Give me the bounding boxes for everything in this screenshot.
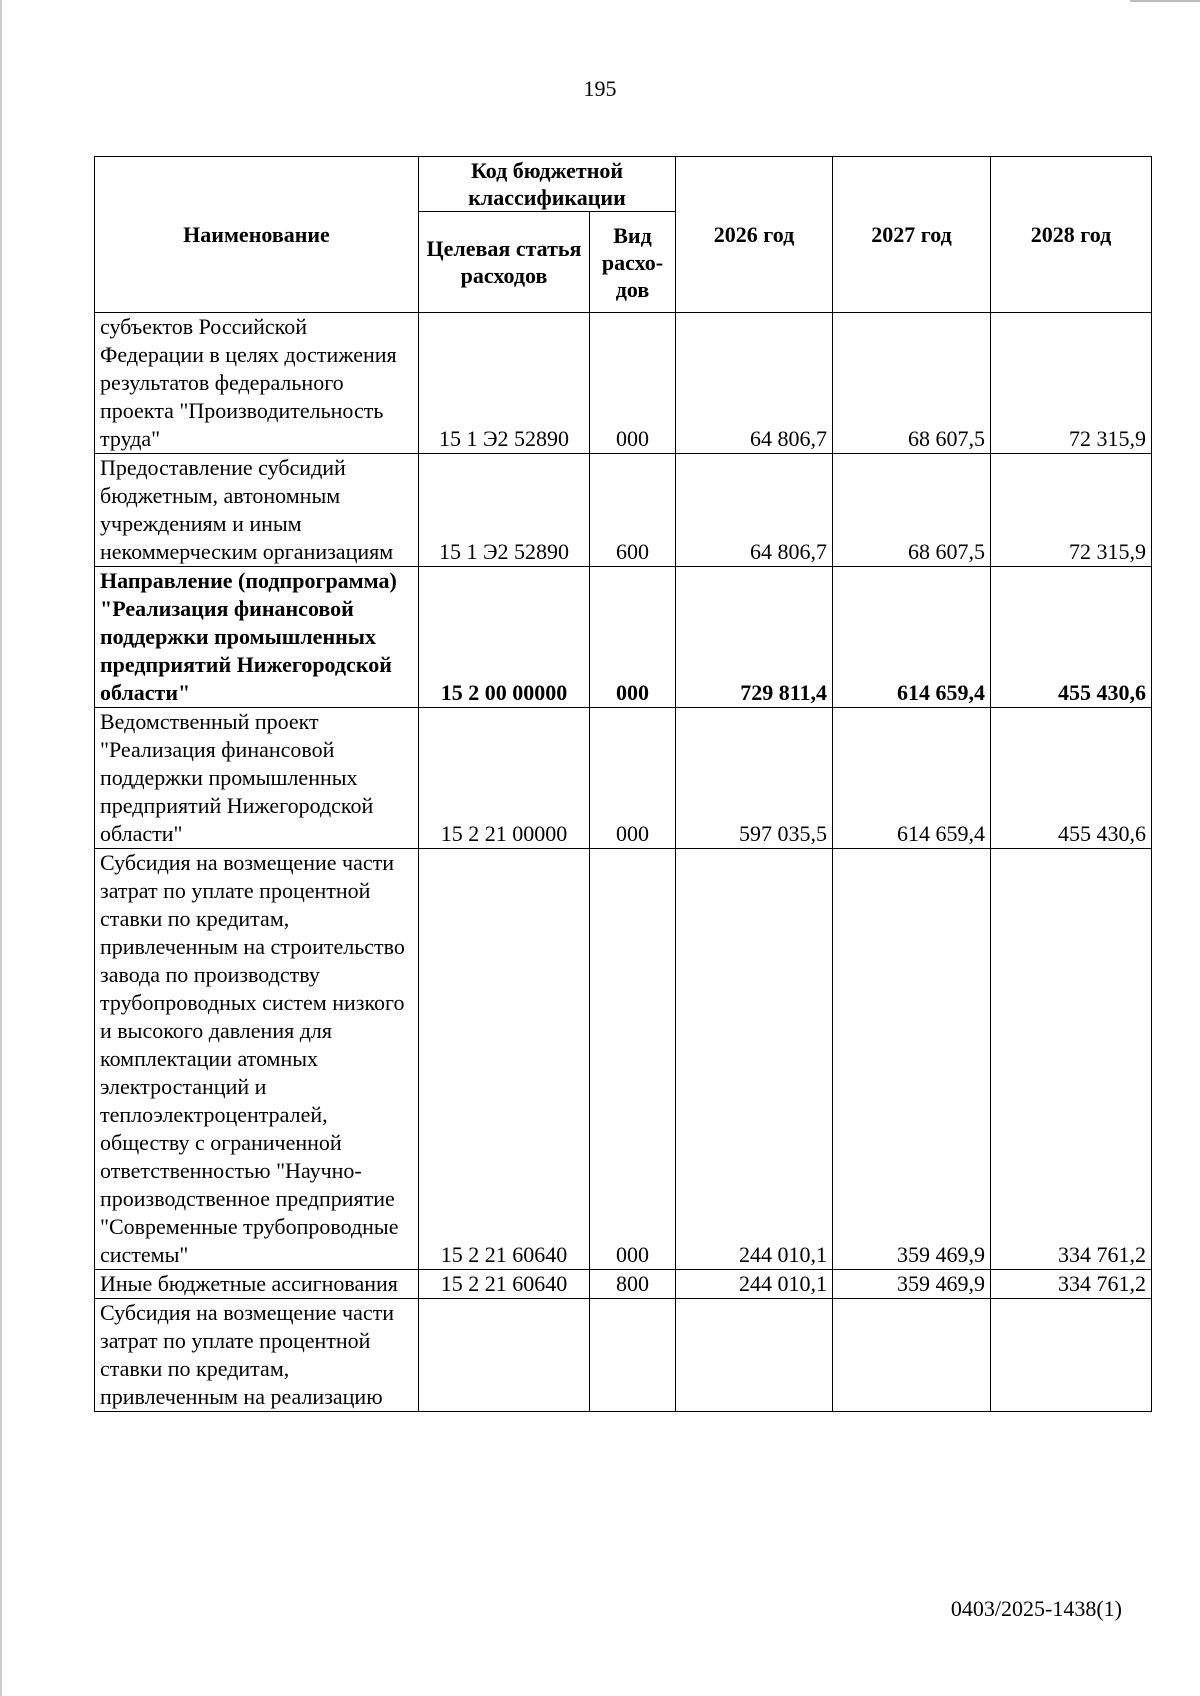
- row-value-2027: 614 659,4: [833, 567, 991, 708]
- row-name: Субсидия на возмещение части затрат по уплате процентной ставки по кредитам, привлеченным на реализацию: [95, 1299, 419, 1412]
- header-year-2028: 2028 год: [991, 157, 1152, 313]
- row-expense-type: 600: [590, 454, 676, 567]
- row-value-2028: 72 315,9: [991, 454, 1152, 567]
- row-value-2026: 597 035,5: [676, 708, 833, 849]
- row-name: Иные бюджетные ассигнования: [95, 1270, 419, 1299]
- row-expense-type: 000: [590, 567, 676, 708]
- row-target-article: [419, 1299, 590, 1412]
- row-value-2026: 64 806,7: [676, 454, 833, 567]
- row-value-2026: 729 811,4: [676, 567, 833, 708]
- row-value-2026: [676, 1299, 833, 1412]
- header-year-2026: 2026 год: [676, 157, 833, 313]
- row-name: Предоставление субсидий бюджетным, автономным учреждениям и иным некоммерческим организациям: [95, 454, 419, 567]
- row-value-2028: 334 761,2: [991, 849, 1152, 1270]
- row-value-2028: 455 430,6: [991, 708, 1152, 849]
- row-expense-type: [590, 1299, 676, 1412]
- row-name: Субсидия на возмещение части затрат по уплате процентной ставки по кредитам, привлеченным на строительство завода по производству трубопроводных систем низкого и высокого давления для комплектации атомных электростанций и теплоэлектроцентралей, обществу с ограниченной ответственностью "Научно-производственное предприятие "Современные трубопроводные системы": [95, 849, 419, 1270]
- table-row: [95, 1270, 1152, 1299]
- table-row: [95, 708, 1152, 849]
- row-value-2026: 64 806,7: [676, 313, 833, 454]
- header-year-2027: 2027 год: [833, 157, 991, 313]
- row-value-2028: 72 315,9: [991, 313, 1152, 454]
- page-number: 195: [583, 76, 617, 101]
- row-value-2028: 334 761,2: [991, 1270, 1152, 1299]
- header-kbk-group: Код бюджетной классификации: [419, 157, 676, 212]
- row-value-2027: 68 607,5: [833, 454, 991, 567]
- row-value-2028: [991, 1299, 1152, 1412]
- row-target-article: 15 1 Э2 52890: [419, 454, 590, 567]
- row-expense-type: 800: [590, 1270, 676, 1299]
- row-target-article: 15 2 00 00000: [419, 567, 590, 708]
- row-value-2027: 68 607,5: [833, 313, 991, 454]
- header-expense-type: Вид расхо-дов: [590, 212, 676, 313]
- row-value-2028: 455 430,6: [991, 567, 1152, 708]
- table-row: [95, 313, 1152, 454]
- header-name: Наименование: [95, 157, 419, 313]
- row-value-2026: 244 010,1: [676, 849, 833, 1270]
- table-row: [95, 849, 1152, 1270]
- page-edge-mark: [1130, 0, 1200, 2]
- row-value-2026: 244 010,1: [676, 1270, 833, 1299]
- row-name: Ведомственный проект "Реализация финансовой поддержки промышленных предприятий Нижегородской области": [95, 708, 419, 849]
- table-row-section: [95, 567, 1152, 708]
- table-row: [95, 454, 1152, 567]
- budget-table: [94, 156, 1152, 1412]
- row-name: субъектов Российской Федерации в целях достижения результатов федерального проекта "Производительность труда": [95, 313, 419, 454]
- row-name: Направление (подпрограмма) "Реализация финансовой поддержки промышленных предприятий Нижегородской области": [95, 567, 419, 708]
- row-target-article: 15 2 21 00000: [419, 708, 590, 849]
- row-expense-type: 000: [590, 849, 676, 1270]
- row-expense-type: 000: [590, 708, 676, 849]
- row-value-2027: [833, 1299, 991, 1412]
- table-row-continued: [95, 1299, 1152, 1412]
- row-value-2027: 614 659,4: [833, 708, 991, 849]
- row-expense-type: 000: [590, 313, 676, 454]
- row-target-article: 15 2 21 60640: [419, 849, 590, 1270]
- header-target-article: Целевая статья расходов: [419, 212, 590, 313]
- row-value-2027: 359 469,9: [833, 849, 991, 1270]
- page-edge: [0, 0, 2, 1696]
- document-reference-code: 0403/2025-1438(1): [950, 1596, 1122, 1621]
- row-target-article: 15 2 21 60640: [419, 1270, 590, 1299]
- row-value-2027: 359 469,9: [833, 1270, 991, 1299]
- row-target-article: 15 1 Э2 52890: [419, 313, 590, 454]
